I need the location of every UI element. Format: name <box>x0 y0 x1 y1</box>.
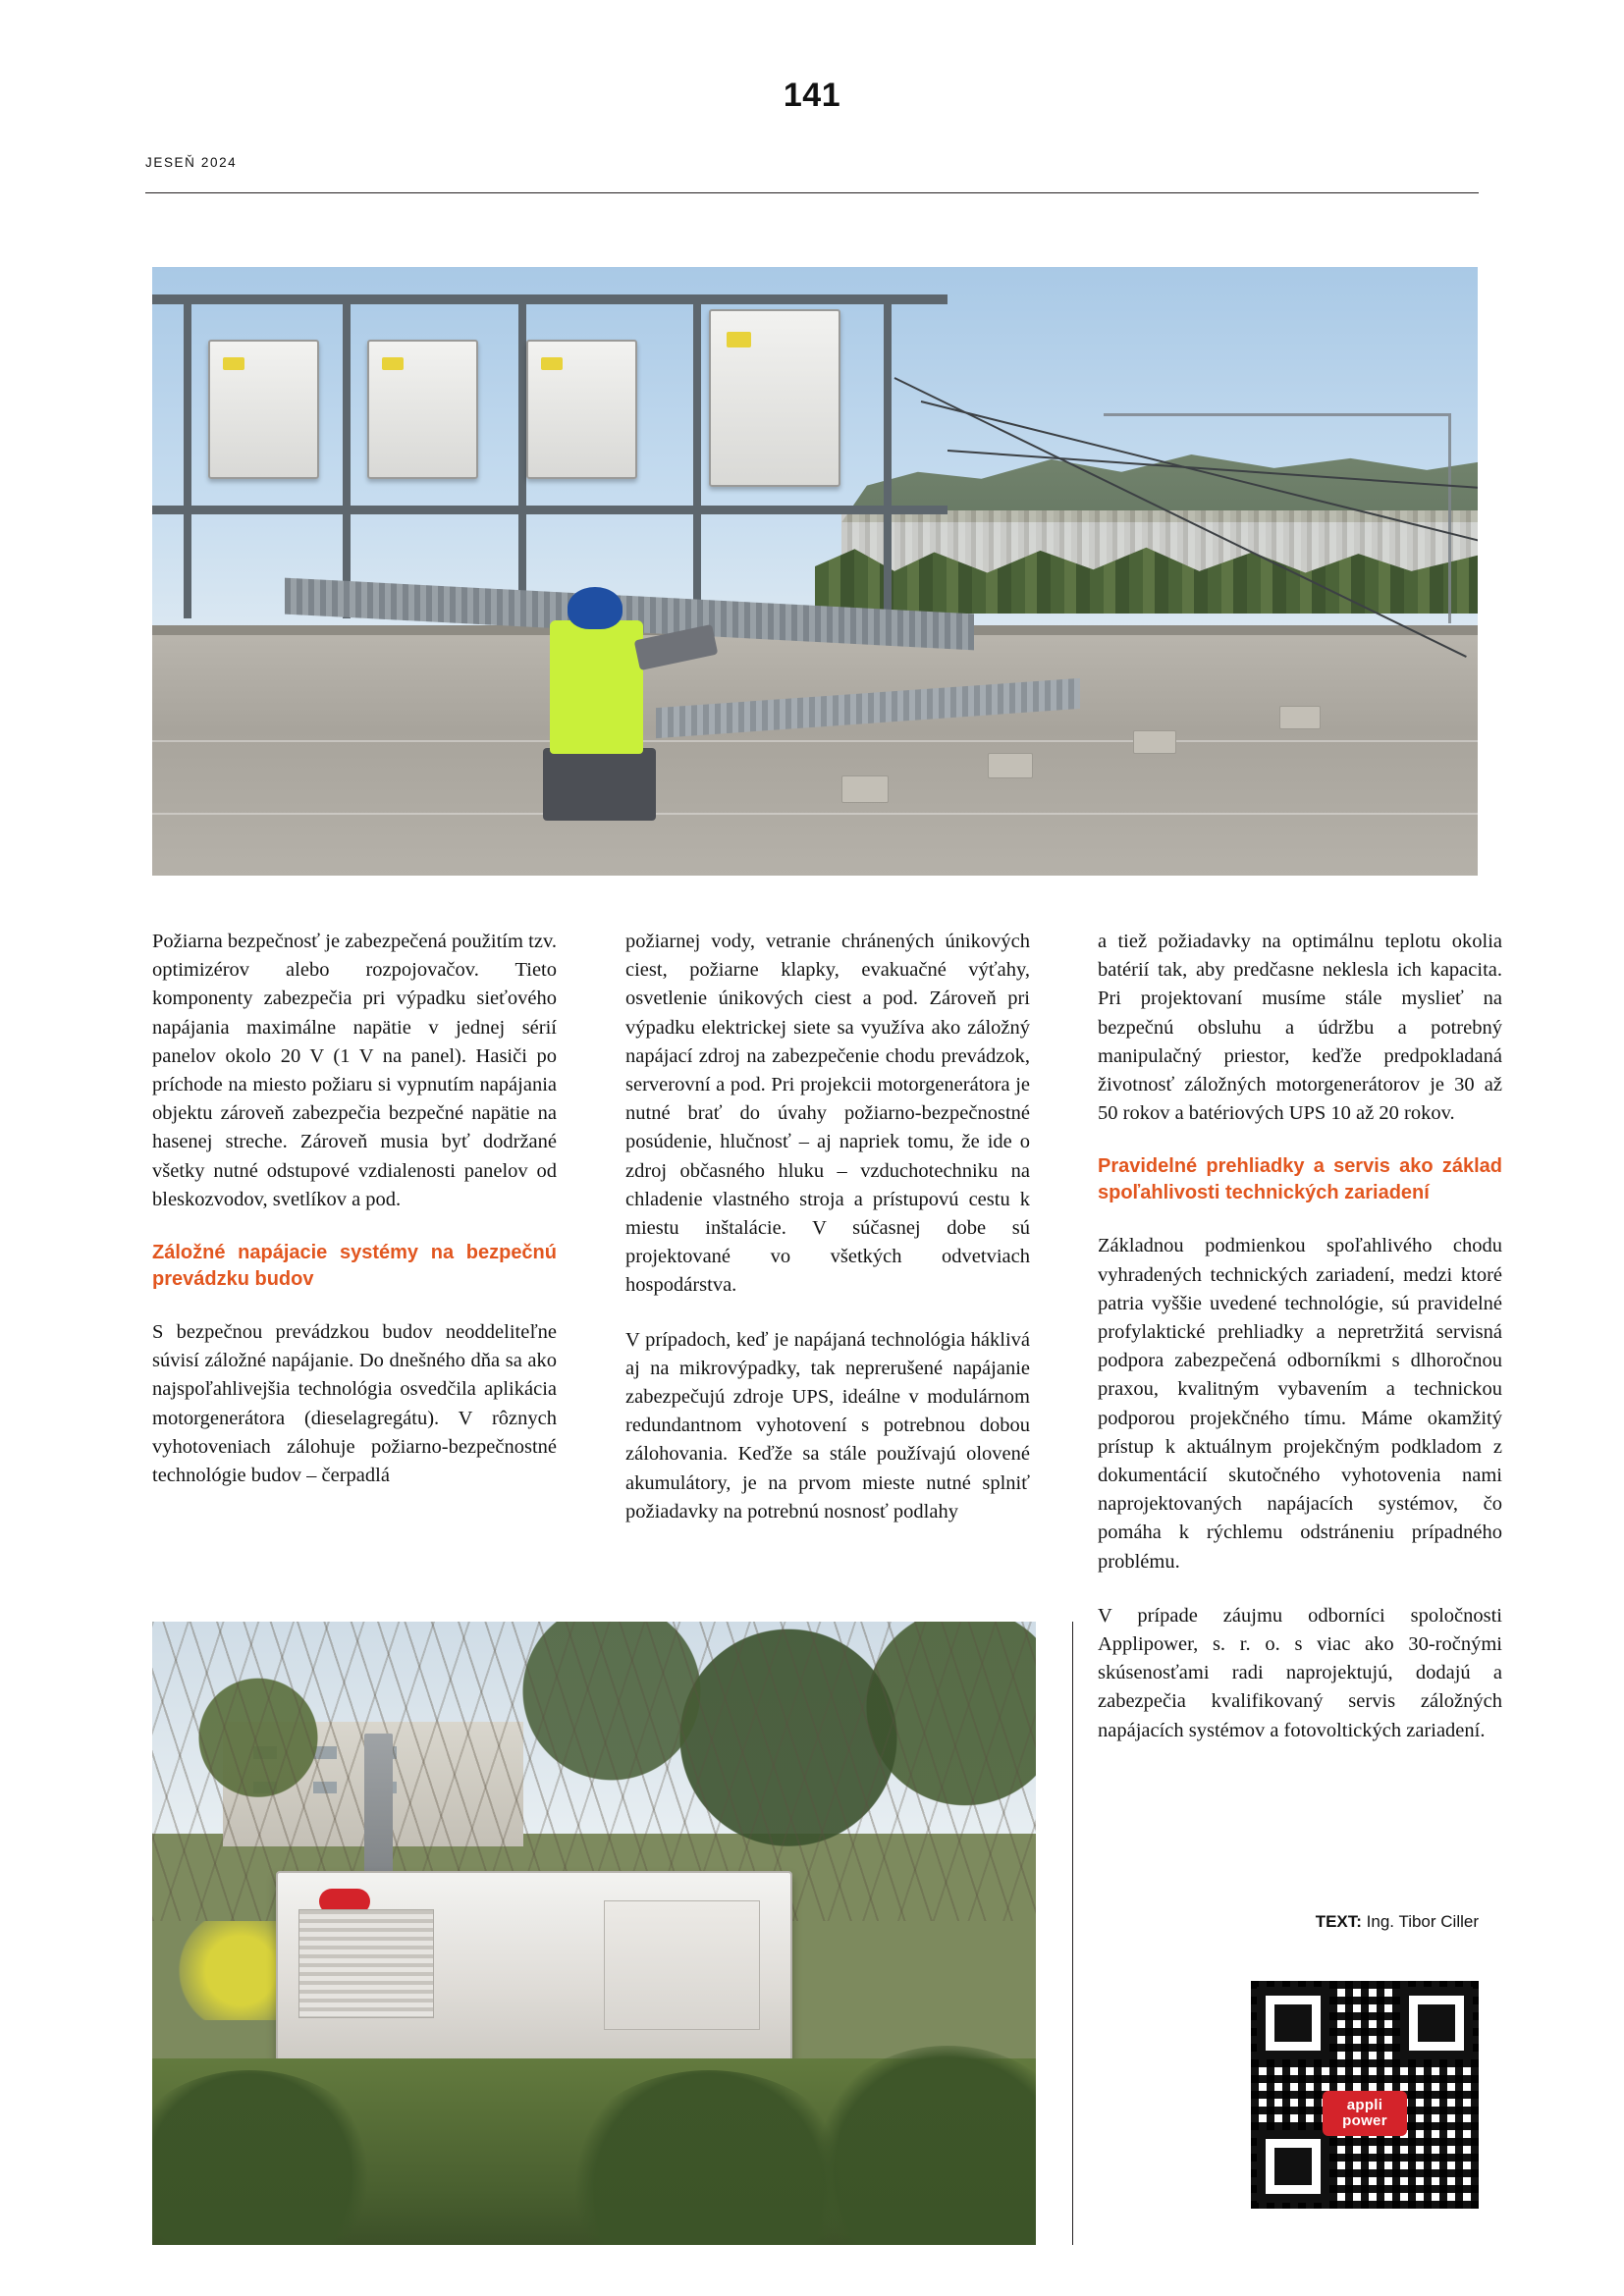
rack-post <box>343 294 351 619</box>
rack-beam <box>152 506 947 514</box>
subheading-backup-systems: Záložné napájacie systémy na bezpečnú prevádzku budov <box>152 1242 557 1291</box>
worker-safety-vest <box>550 620 643 754</box>
pv-inverter <box>367 340 478 479</box>
rack-post <box>184 294 191 619</box>
subheading-inspections-service: Pravidelné prehliadky a servis ako základ spoľahlivosti technických zariadení <box>1098 1155 1502 1204</box>
qr-finder-top-left <box>1257 1987 1329 2059</box>
issue-date: JESEŇ 2024 <box>145 155 238 170</box>
paragraph: V prípadoch, keď je napájaná technológia háklivá aj na mikrovýpadky, tak neprerušené napájanie zabezpečujú zdroje UPS, ideálne v modulárnom redundantnom vyhotovení s potrebnou dobou zálohovania. Keďže sa stále používajú olovené akumulátory, je na prvom mieste nutné splniť požiadavky na potrebnú nosnosť podlahy <box>625 1328 1030 1522</box>
roof-railing <box>1104 413 1451 623</box>
text-credit <box>1316 1912 1479 1932</box>
credit-label: TEXT: <box>1315 1912 1362 1931</box>
applipower-logo <box>1323 2091 1407 2136</box>
worker-legs <box>543 748 656 821</box>
pv-inverter <box>208 340 319 479</box>
rack-post <box>884 294 892 619</box>
ventilation-louver <box>298 1909 434 2019</box>
photo-roof <box>152 632 1478 876</box>
vertical-divider <box>1072 1622 1073 2245</box>
exhaust-stack <box>364 1734 393 1883</box>
pv-inverter-main <box>709 309 840 487</box>
worker-helmet <box>568 587 623 629</box>
logo-line-1: appli <box>1346 2096 1383 2113</box>
paragraph: Základnou podmienkou spoľahlivého chodu vyhradených technických zariadení, medzi ktoré patria vyššie uvedené technológie, sú pravidelné profylaktické prehliadky a nepretržitá servisná podpora zabezpečená odborníkmi s dlhoročnou praxou, kvalitným vybavením a technickou podporou projekčného tímu. Máme okamžitý prístup k aktuálnym projekčným podkladom z dokumentácií skutočného vyhotovenia nami naprojektovaných napájacích systémov, čo pomáha k rýchlemu odstráneniu prípadného problému. <box>1098 1235 1502 1573</box>
text-column-2 <box>625 928 1030 1526</box>
paragraph: a tiež požiadavky na optimálnu teplotu okolia batérií tak, aby predčasne neklesla ich kapacita. Pri projektovaní musíme stále myslieť na bezpečnú obsluhu a údržbu a potrebný manipulačný priestor, keďže predpokladaná životnosť záložných motorgenerátorov je 30 až 50 rokov a batériových UPS 10 až 20 rokov. <box>1098 931 1502 1125</box>
pv-inverter <box>526 340 637 479</box>
rack-beam <box>152 294 947 304</box>
rack-post <box>693 294 701 619</box>
service-door <box>604 1900 760 2030</box>
page-number: 141 <box>783 77 841 114</box>
rooftop-inverters-photo <box>152 267 1478 876</box>
header-divider <box>145 192 1479 193</box>
ballast-block <box>1133 730 1176 754</box>
roof-seam <box>152 740 1478 742</box>
credit-author: Ing. Tibor Ciller <box>1366 1912 1479 1931</box>
text-column-3 <box>1098 928 1502 1745</box>
qr-code[interactable] <box>1251 1981 1479 2209</box>
paragraph: Požiarna bezpečnosť je zabezpečená použitím tzv. optimizérov alebo rozpojovačov. Tieto komponenty zabezpečia pri výpadku sieťového napájania maximálne napätie v jednej sérií panelov okolo 20 V (1 V na panel). Hasiči po príchode na miesto požiaru si vypnutím napájania objektu zároveň zabezpečia bezpečné napätie na hasenej streche. Zároveň musia byť dodržané všetky nutné odstupové vzdialenosti panelov od bleskozvodov, svetlíkov a pod. <box>152 931 557 1210</box>
logo-line-2: power <box>1342 2111 1387 2129</box>
ballast-block <box>841 775 889 803</box>
qr-finder-bottom-left <box>1257 2130 1329 2203</box>
generator-enclosure <box>276 1871 792 2074</box>
qr-finder-top-right <box>1400 1987 1473 2059</box>
paragraph: S bezpečnou prevádzkou budov neoddeliteľne súvisí záložné napájanie. Do dnešného dňa sa ako najspoľahlivejšia technológia osvedčila aplikácia motorgenerátora (dieselagregátu). V rôznych vyhotoveniach zálohuje požiarno-bezpečnostné technológie budov – čerpadlá <box>152 1321 557 1487</box>
text-column-1 <box>152 928 557 1490</box>
diesel-generator-photo <box>152 1622 1036 2245</box>
paragraph: požiarnej vody, vetranie chránených únikových ciest, požiarne klapky, evakuačné výťahy, osvetlenie únikových ciest a pod. Zároveň pri výpadku elektrickej siete sa využíva ako záložný napájací zdroj na zabezpečenie chodu prevádzok, serverovní a pod. Pri projekcii motorgenerátora je nutné brať do úvahy požiarno-bezpečnostné posúdenie, hlučnosť – aj napriek tomu, že ide o zdroj občasného hluku – vzduchotechniku na chladenie vlastného stroja a prístupovú cestu k miestu inštalácie. V súčasnej dobe sú projektované vo všetkých odvetviach hospodárstva. <box>625 931 1030 1297</box>
paragraph: V prípade záujmu odborníci spoločnosti Applipower, s. r. o. s viac ako 30-ročnými skúsenosťami radi naprojektujú, dodajú a zabezpečia kvalifikovaný servis záložných napájacích systémov a fotovoltických zariadení. <box>1098 1604 1502 1741</box>
ballast-block <box>988 753 1033 778</box>
ballast-block <box>1279 706 1321 729</box>
rack-post <box>518 294 526 619</box>
roof-seam <box>152 813 1478 815</box>
